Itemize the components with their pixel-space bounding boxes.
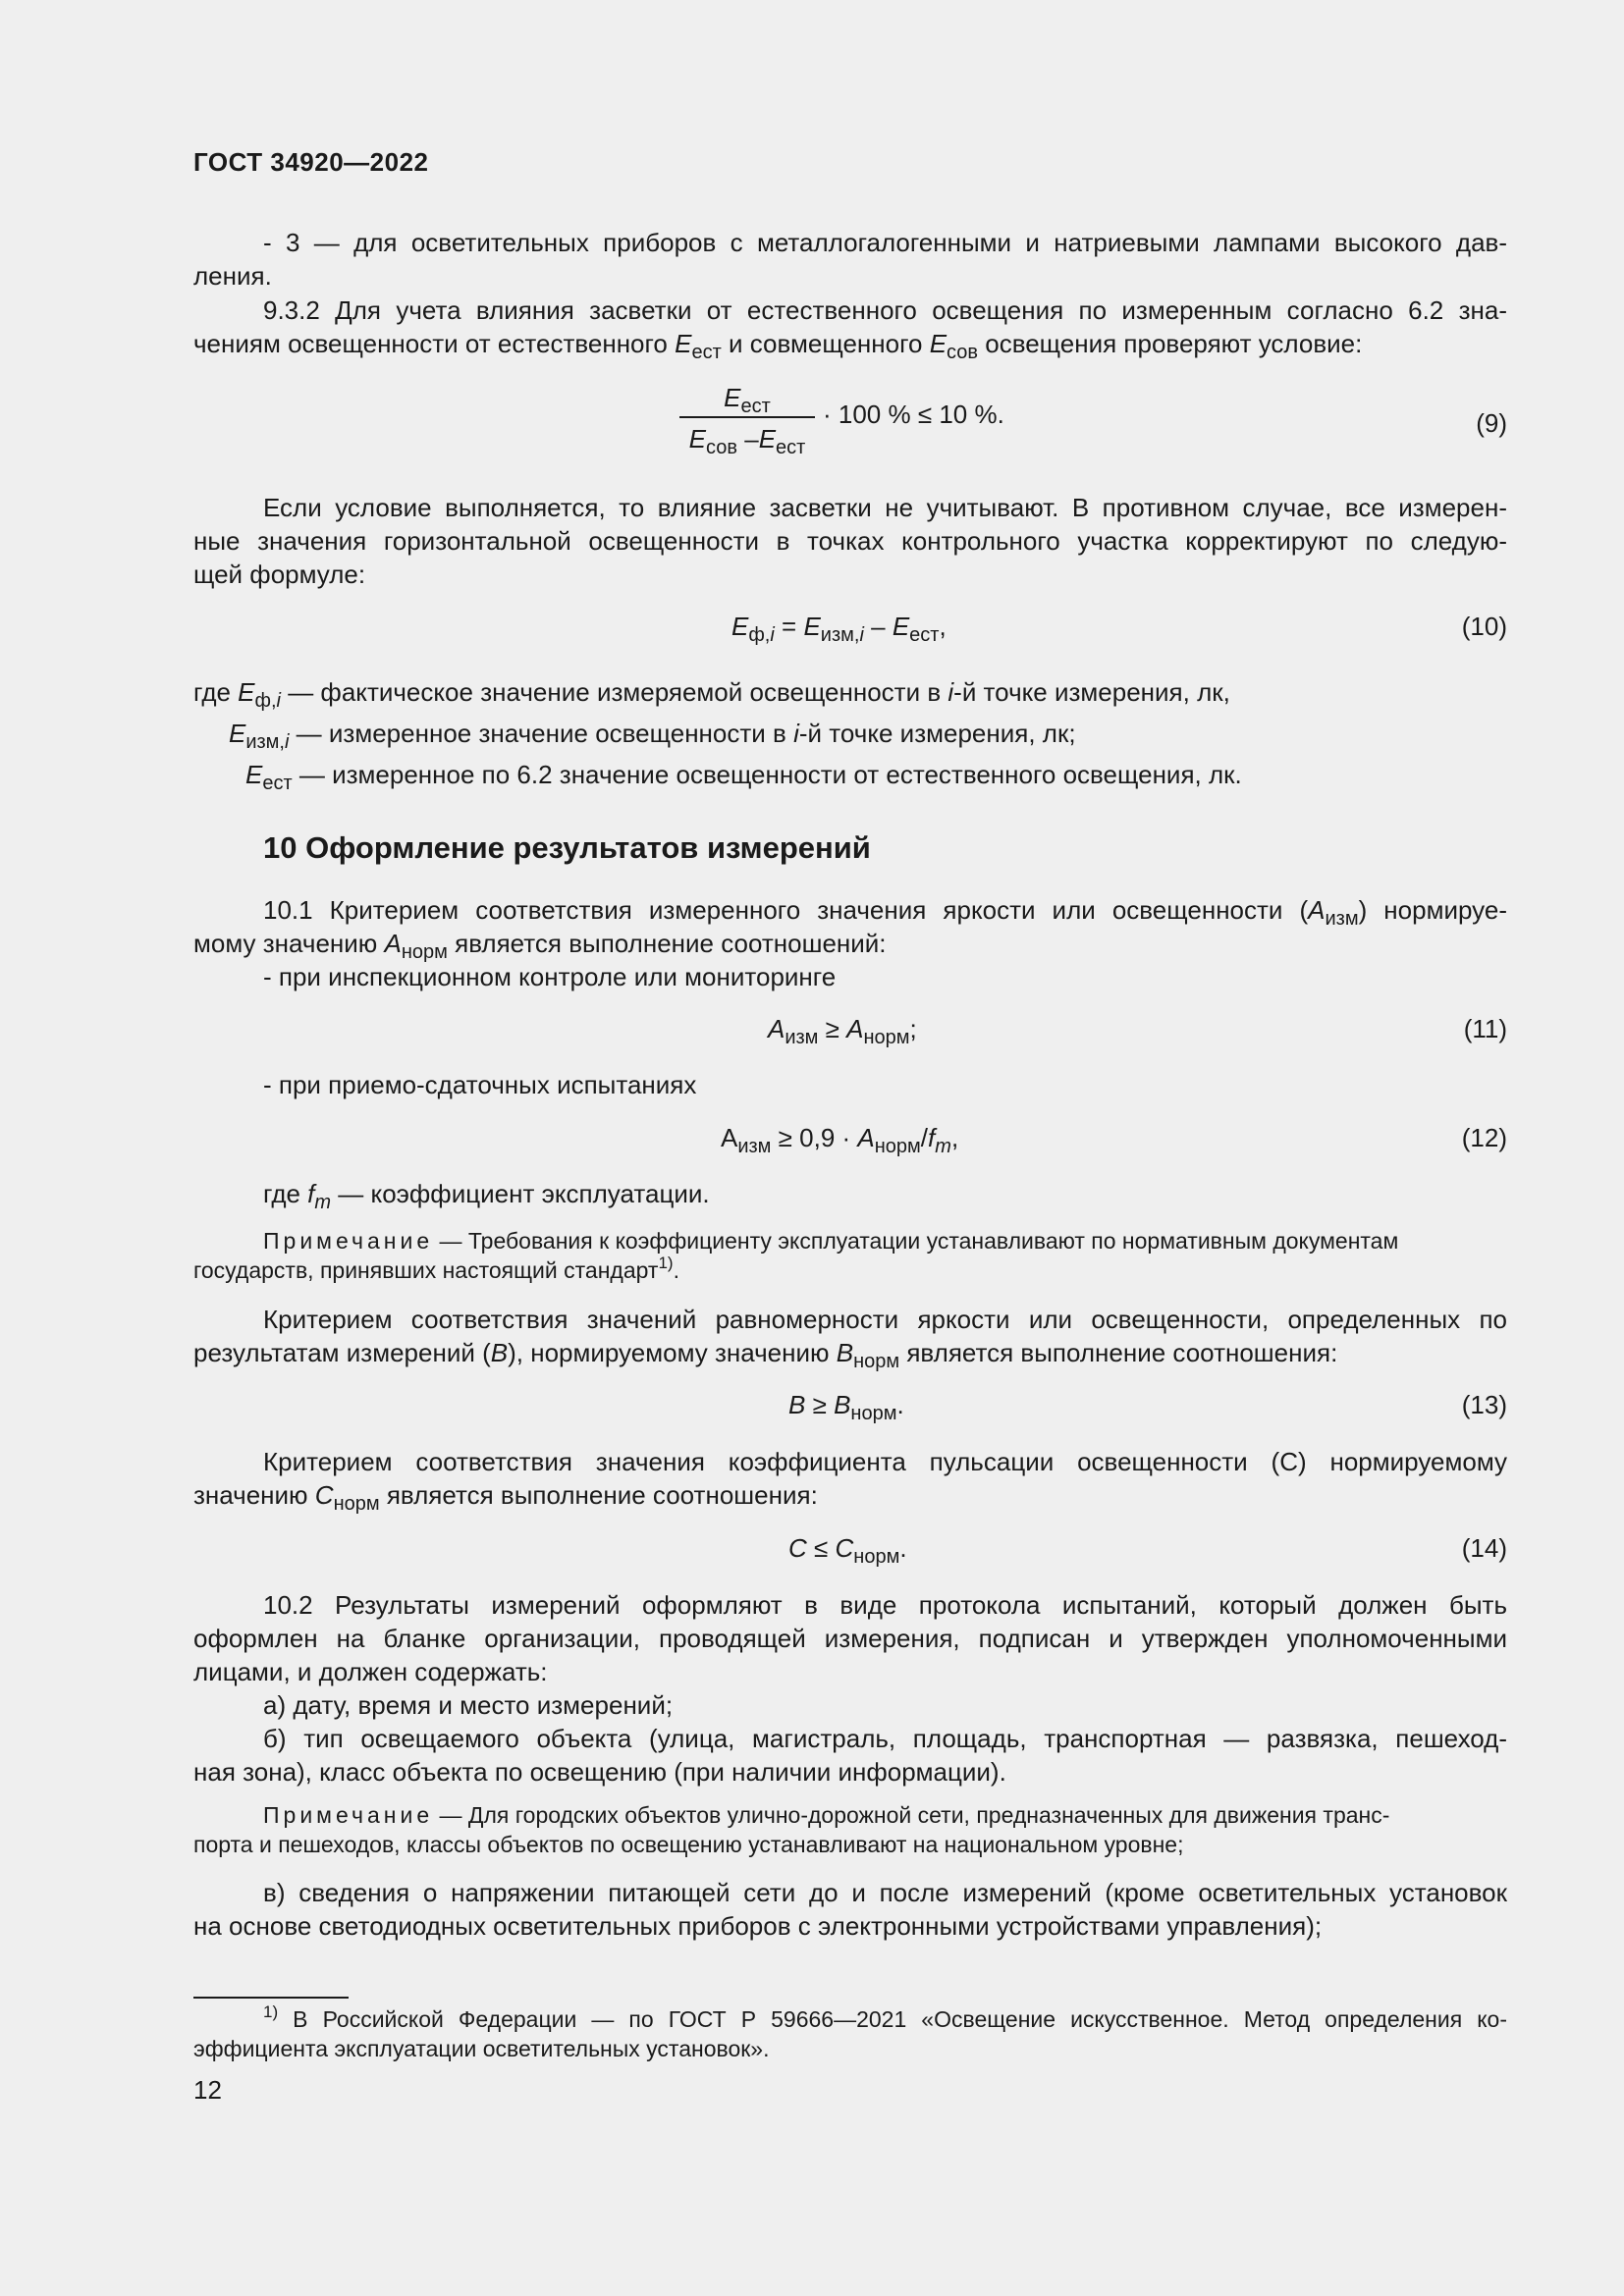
item-a: а) дату, время и место измерений; bbox=[263, 1690, 674, 1720]
para-932-line2: чениям освещенности от естественного $E_{ест}$ и совмещенного $E_{сов}$ освещения проверяют условие: bbox=[193, 329, 1363, 363]
note-2-line1: Примечание — Для городских объектов улично-дорожной сети, предназначенных для движения транс- bbox=[263, 1802, 1390, 1828]
footnote-separator bbox=[193, 1997, 349, 1999]
where-row-2: $E_{изм,i}$ — измеренное значение освещенности в i-й точке измерения, лк; bbox=[229, 719, 1076, 753]
item-3-line2: ления. bbox=[193, 261, 272, 291]
document-header: ГОСТ 34920—2022 bbox=[193, 147, 429, 177]
equation-9-fraction bbox=[679, 381, 815, 458]
footnote-line2: эффициента эксплуатации осветительных установок». bbox=[193, 2036, 770, 2061]
para-c-line2: значению $C_{норм}$ является выполнение соотношения: bbox=[193, 1480, 818, 1515]
para-932-line1: 9.3.2 Для учета влияния засветки от естественного освещения по измеренным согласно 6.2 зна- bbox=[263, 295, 1507, 325]
equation-11-number: (11) bbox=[1463, 1014, 1507, 1043]
item-b-line1: б) тип освещаемого объекта (улица, магистраль, площадь, транспортная — развязка, пешеход- bbox=[263, 1724, 1507, 1753]
note-1-line1: Примечание — Требования к коэффициенту эксплуатации устанавливают по нормативным документам bbox=[263, 1228, 1399, 1254]
para-102-line2: оформлен на бланке организации, проводящей измерения, подписан и утвержден уполномоченными bbox=[193, 1624, 1507, 1653]
note-2-line2: порта и пешеходов, классы объектов по освещению устанавливают на национальном уровне; bbox=[193, 1832, 1184, 1857]
item-b-line2: ная зона), класс объекта по освещению (при наличии информации). bbox=[193, 1757, 1006, 1787]
bullet-acceptance: - при приемо-сдаточных испытаниях bbox=[263, 1070, 697, 1099]
note-1-line2: государств, принявших настоящий стандарт$^{1)}$. bbox=[193, 1254, 679, 1283]
para-if-line1: Если условие выполняется, то влияние засветки не учитывают. В противном случае, все измерен- bbox=[263, 493, 1507, 522]
para-102-line1: 10.2 Результаты измерений оформляют в виде протокола испытаний, который должен быть bbox=[263, 1590, 1507, 1620]
para-b-line1: Критерием соответствия значений равномерности яркости или освещенности, определенных по bbox=[263, 1305, 1507, 1334]
para-c-line1: Критерием соответствия значения коэффициента пульсации освещенности (С) нормируемому bbox=[263, 1447, 1507, 1476]
bullet-inspection: - при инспекционном контроле или мониторинге bbox=[263, 962, 837, 991]
para-b-line2: результатам измерений (B), нормируемому значению $B_{норм}$ является выполнение соотношения: bbox=[193, 1338, 1338, 1372]
item-v-line2: на основе светодиодных осветительных приборов с электронными устройствами управления); bbox=[193, 1911, 1323, 1941]
where-row-3: $E_{ест}$ — измеренное по 6.2 значение освещенности от естественного освещения, лк. bbox=[245, 760, 1242, 794]
para-101-line1: 10.1 Критерием соответствия измеренного значения яркости или освещенности $(A_{изм})$ нормируе- bbox=[263, 895, 1507, 930]
equation-9-denominator: $E_{сов}$ $-E_{ест}$ bbox=[688, 424, 806, 458]
equation-9-number: (9) bbox=[1476, 408, 1507, 438]
page-number: 12 bbox=[193, 2075, 222, 2105]
item-3-line1: - 3 — для осветительных приборов с металлогалогенными и натриевыми лампами высокого дав- bbox=[263, 228, 1507, 257]
equation-11: $A_{изм} \ge A_{норм}$; bbox=[768, 1014, 917, 1048]
para-102-line3: лицами, и должен содержать: bbox=[193, 1657, 548, 1686]
equation-9-rest: · 100 % ≤ 10 %. bbox=[823, 400, 1004, 429]
item-v-line1: в) сведения о напряжении питающей сети до и после измерений (кроме осветительных установок bbox=[263, 1878, 1507, 1907]
equation-13: $B \ge B_{норм}$. bbox=[788, 1390, 904, 1424]
equation-12-number: (12) bbox=[1461, 1123, 1507, 1152]
para-if-line2: ные значения горизонтальной освещенности в точках контрольного участка корректируют по следую- bbox=[193, 526, 1507, 556]
equation-13-number: (13) bbox=[1461, 1390, 1507, 1419]
equation-14: $C \le C_{норм}$. bbox=[788, 1533, 907, 1568]
equation-12: $A_{изм} \ge 0,9 \cdot A_{норм}/f_m$, bbox=[721, 1123, 959, 1157]
equation-10-number: (10) bbox=[1461, 612, 1507, 641]
footnote-line1: $^{1)}$ В Российской Федерации — по ГОСТ Р 59666—2021 «Освещение искусственное. Метод определения ко- bbox=[263, 2002, 1507, 2032]
equation-10: $E_{ф,i} = E_{изм,i} - E_{ест}$, bbox=[731, 612, 947, 646]
para-if-line3: щей формуле: bbox=[193, 560, 366, 589]
section-10-title: 10 Оформление результатов измерений bbox=[263, 830, 871, 865]
where-fm: где $f_m$ — коэффициент эксплуатации. bbox=[263, 1179, 710, 1213]
para-101-line2: мому значению $A_{норм}$ является выполнение соотношений: bbox=[193, 929, 887, 963]
where-row-1: где $E_{ф,i}$ — фактическое значение измеряемой освещенности в i-й точке измерения, лк, bbox=[193, 677, 1230, 712]
equation-14-number: (14) bbox=[1461, 1533, 1507, 1563]
equation-9-numerator: $E_{ест}$ bbox=[724, 383, 771, 417]
